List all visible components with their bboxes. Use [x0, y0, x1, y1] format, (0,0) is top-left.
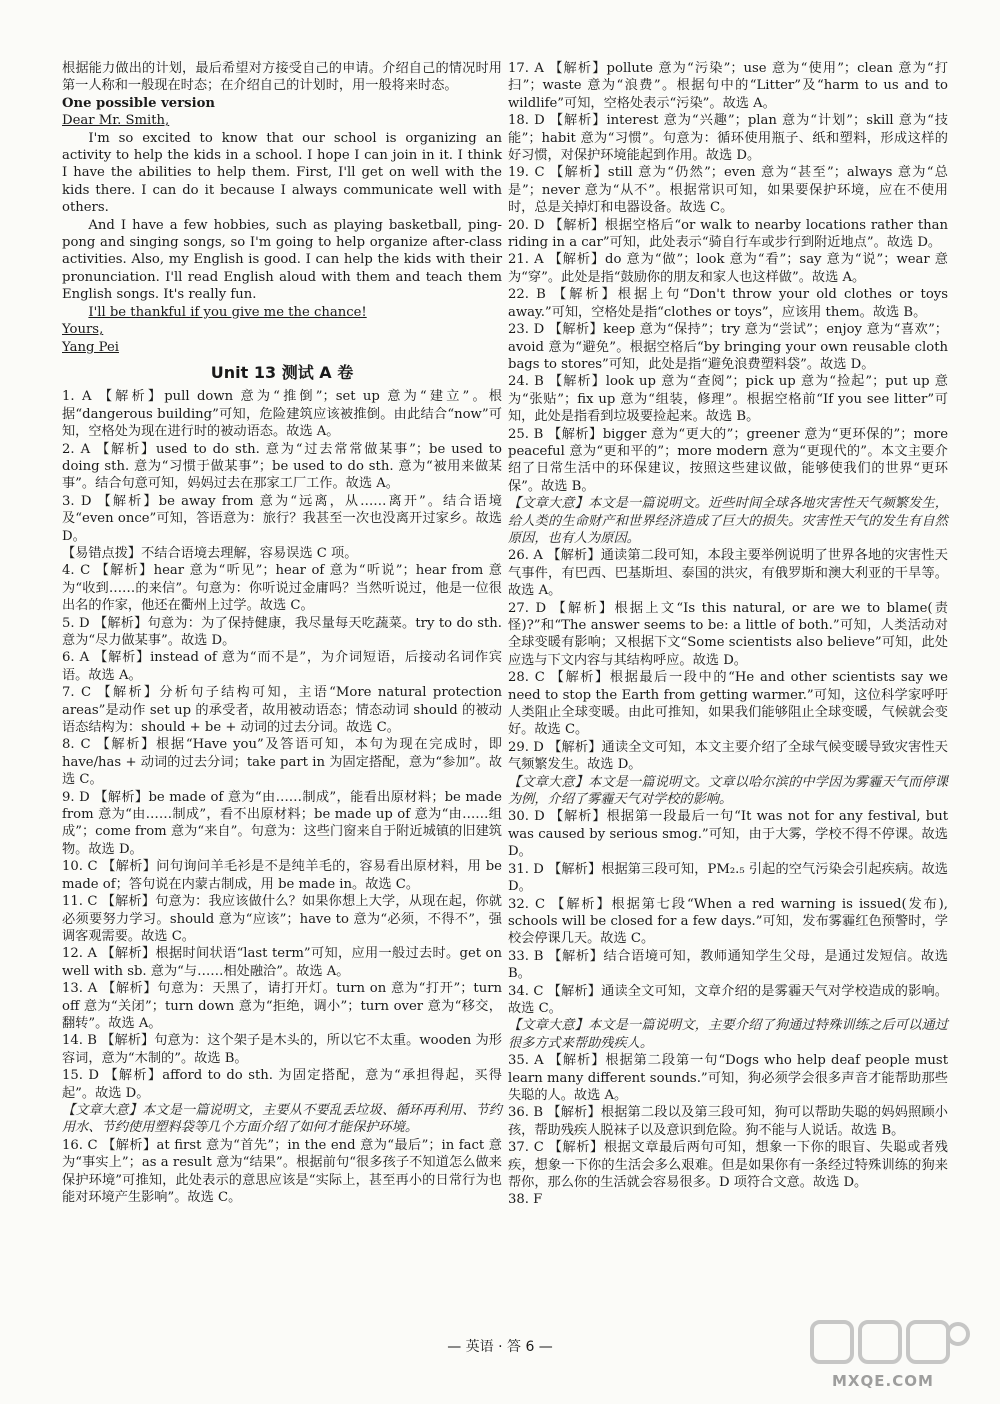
watermark-text: MXQE.COM: [832, 1372, 934, 1390]
answer-item: 31. D 【解析】根据第三段可知，PM₂.₅ 引起的空气污染会引起疾病。故选 D。: [508, 861, 948, 895]
intro-paragraph: 根据能力做出的计划，最后希望对方接受自己的申请。介绍自己的情况时用第一人称和一般现在时态；在介绍自己的计划时，用一般将来时态。: [62, 61, 502, 94]
answer-item: 23. D 【解析】keep 意为“保持”；try 意为“尝试”；enjoy 意为“喜欢”；avoid 意为“避免”。根据空格后“by bringing your own reusable cloth bags to stores”可知，此处是指“避免浪费塑料袋”。故选 D。: [508, 322, 948, 372]
answer-item: 33. B 【解析】结合语境可知，教师通知学生父母，是通过发短信。故选 B。: [508, 948, 948, 982]
answer-item: 13. A 【解析】句意为：天黑了，请打开灯。turn on 意为“打开”；turn off 意为“关闭”；turn down 意为“拒绝，调小”；turn over 意为“移交，翻转”。故选 A。: [62, 981, 502, 1031]
answer-item: 2. A 【解析】used to do sth. 意为“过去常常做某事”；be used to doing sth. 意为“习惯于做某事”；be used to do sth. 意为“被用来做某事”。结合句意可知，妈妈过去在那家工厂工作。故选 A。: [62, 441, 502, 492]
answer-item: 18. D 【解析】interest 意为“兴趣”；plan 意为“计划”；skill 意为“技能”；habit 意为“习惯”。句意为：循环使用瓶子、纸和塑料，形成这样的好习惯，对保护环境能起到作用。故选 D。: [508, 113, 948, 164]
article-summary: 【文章大意】本文是一篇说明文。文章以哈尔滨的中学因为雾霾天气而停课为例，介绍了雾霾天气对学校的影响。: [508, 774, 948, 808]
article-summary: 【文章大意】本文是一篇说明文，主要介绍了狗通过特殊训练之后可以通过很多方式来帮助残疾人。: [508, 1018, 948, 1051]
letter-paragraph-2: And I have a few hobbies, such as playing basketball, ping-pong and singing songs, so I'm going to help organize after-class activities. Also, my English is good. I can help the kids with their pronunciation. I'll read English aloud with them and teach them English songs. It's really fun.: [62, 217, 502, 303]
answer-item: 8. C 【解析】根据“Have you”及答语可知，本句为现在完成时，即 have/has + 动词的过去分词；take part in 为固定搭配，意为“参加”。故选 C。: [62, 737, 502, 788]
answer-item: 29. D 【解析】通读全文可知，本文主要介绍了全球气候变暖导致灾害性天气频繁发生。故选 D。: [508, 739, 948, 773]
answer-item: 7. C 【解析】分析句子结构可知，主语“More natural protection areas”是动作 set up 的承受者，故用被动语态；情态动词 should 的被动语态结构为：should + be + 动词的过去分词。故选 C。: [62, 685, 502, 736]
answer-item: 11. C 【解析】句意为：我应该做什么？如果你想上大学，从现在起，你就必须要努力学习。should 意为“应该”；have to 意为“必须，不得不”，强调客观需要。故选 C。: [62, 894, 502, 944]
answer-item: 14. B 【解析】句意为：这个架子是木头的，所以它不太重。wooden 为形容词，意为“木制的”。故选 B。: [62, 1033, 502, 1066]
answer-item: 10. C 【解析】问句询问羊毛衫是不是纯羊毛的，容易看出原材料，用 be made of；答句说在内蒙古制成，用 be made in。故选 C。: [62, 859, 502, 892]
letter-closing-line: I'll be thankful if you give me the chance!: [88, 304, 367, 320]
answer-item: 38. F: [508, 1192, 543, 1208]
answer-item: 【易错点拨】不结合语境去理解，容易误选 C 项。: [62, 545, 358, 561]
answer-item: 17. A 【解析】pollute 意为“污染”；use 意为“使用”；clean 意为“打扫”；waste 意为“浪费”。根据句中的“Litter”及“harm to us and to wildlife”可知，空格处表示“污染”。故选 A。: [508, 61, 948, 111]
letter-salutation: Dear Mr. Smith,: [62, 113, 170, 129]
answer-item: 25. B 【解析】bigger 意为“更大的”；greener 意为“更环保的”；more peaceful 意为“更和平的”；more modern 意为“更现代的”。本文主要介绍了日常生活中的环保建议，按照这些建议做，能够使我们的世界“更环保”。故选 B。: [508, 426, 948, 494]
answer-item: 9. D 【解析】be made of 意为“由……制成”，能看出原材料；be made from 意为“由……制成”，看不出原材料；be made up of 意为“由……组成”；come from 意为“来自”。句意为：这些门窗来自于附近城镇的旧建筑物。故选 D。: [62, 789, 502, 857]
answer-item: 27. D 【解析】根据上文“Is this natural, or are we to blame(责怪)?”和“The answer seems to be: a little of both.”可知，人类活动对全球变暖有影响；又根据下文“Some scientists also believe”可知，此处应选与下文内容与其结构呼应。故选 D。: [508, 600, 948, 668]
answer-list-left: [62, 388, 502, 1206]
answer-item: 12. A 【解析】根据时间状语“last term”可知，应用一般过去时。get on well with sb. 意为“与……相处融洽”。故选 A。: [62, 946, 502, 979]
answer-item: 6. A 【解析】instead of 意为“而不是”，为介词短语，后接动名词作宾语。故选 A。: [62, 650, 502, 683]
answer-item: 21. A 【解析】do 意为“做”；look 意为“看”；say 意为“说”；wear 意为“穿”。此处是指“鼓励你的朋友和家人也这样做”。故选 A。: [508, 252, 948, 285]
answer-item: 36. B 【解析】根据第二段以及第三段可知，狗可以帮助失聪的妈妈照顾小孩，帮助残疾人脱袜子以及意识到危险。狗不能与人说话。故选 B。: [508, 1105, 948, 1138]
answer-item: 15. D 【解析】afford to do sth. 为固定搭配，意为“承担得起，买得起”。故选 D。: [62, 1068, 502, 1101]
answer-item: 32. C 【解析】根据第七段“When a red warning is issued(发布), schools will be closed for a few days.”可知，发布雾霾红色预警时，学校会停课几天。故选 C。: [508, 896, 948, 947]
answer-item: 1. A 【解析】pull down 意为“推倒”；set up 意为“建立”。根据“dangerous building”可知，危险建筑应该被推倒。由此结合“now”可知，空格处为现在进行时的被动语态。故选 A。: [62, 389, 502, 440]
answer-item: 35. A 【解析】根据第二段第一句“Dogs who help deaf people must learn many different sounds.”可知，狗必须学会很多声音才能帮助那些失聪的人。故选 A。: [508, 1053, 948, 1103]
answer-item: 34. C 【解析】通读全文可知，文章介绍的是雾霾天气对学校造成的影响。故选 C。: [508, 983, 948, 1016]
answer-item: 30. D 【解析】根据第一段最后一句“It was not for any festival, but was caused by serious smog.”可知，由于大雾，学校不得不停课。故选 D。: [508, 809, 948, 860]
answer-item: 28. C 【解析】根据最后一段中的“He and other scientists say we need to stop the Earth from getting warmer.”可知，这位科学家呼吁人类阻止全球变暖。由此可推知，如果我们能够阻止全球变暖，气候就会变好。故选 C。: [508, 670, 948, 738]
answer-item: 3. D 【解析】be away from 意为“远离，从……离开”。结合语境及“even once”可知，答语意为：旅行？我甚至一次也没离开过家乡。故选 D。: [62, 493, 502, 544]
page-footer: — 英语 · 答 6 —: [447, 1339, 553, 1355]
answer-item: 22. B 【解析】根据上句“Don't throw your old clothes or toys away.”可知，空格处是指“clothes or toys”，应该用 them。故选 B。: [508, 287, 948, 320]
right-column: [508, 60, 948, 1209]
article-summary: 【文章大意】本文是一篇说明文。近些时间全球各地灾害性天气频繁发生，给人类的生命财产和世界经济造成了巨大的损失。灾害性天气的发生有自然原因，也有人为原因。: [508, 496, 948, 546]
letter-signature: Yang Pei: [62, 339, 119, 355]
answer-list-right: [508, 60, 948, 1209]
left-column: [62, 60, 502, 1206]
unit-heading: Unit 13 测试 A 卷: [210, 362, 354, 382]
answer-item: 37. C 【解析】根据文章最后两句可知，想象一下你的眼盲、失聪或者残疾，想象一下你的生活会多么艰难。但是如果你有一条经过特殊训练的狗来帮你，那么你的生活就会容易很多。D 项符合文意。故选 D。: [508, 1140, 948, 1190]
letter-sign-off: Yours,: [62, 322, 104, 338]
answer-item: 24. B 【解析】look up 意为“查阅”；pick up 意为“捡起”；put up 意为“张贴”；fix up 意为“组装，修理”。根据空格前“If you see litter”可知，此处是指看到垃圾要捡起来。故选 B。: [508, 374, 948, 425]
answer-item: 16. C 【解析】at first 意为“首先”；in the end 意为“最后”；in fact 意为“事实上”；as a result 意为“结果”。根据前句“很多孩子不知道怎么做来保护环境”可推知，此处表示的意思应该是“实际上，甚至再小的日常行为也能对环境产生影响”。故选 C。: [62, 1137, 502, 1205]
answer-item: 20. D 【解析】根据空格后“or walk to nearby locations rather than riding in a car”可知，此处表示“骑自行车或步行到附近地点”。故选 D。: [508, 217, 948, 251]
article-summary: 【文章大意】本文是一篇说明文，主要从不要乱丢垃圾、循环再利用、节约用水、节约使用塑料袋等几个方面介绍了如何才能保护环境。: [62, 1102, 502, 1136]
answer-item: 5. D 【解析】句意为：为了保持健康，我尽量每天吃蔬菜。try to do sth. 意为“尽力做某事”。故选 D。: [62, 615, 502, 648]
answer-item: 19. C 【解析】still 意为“仍然”；even 意为“甚至”；always 意为“总是”；never 意为“从不”。根据常识可知，如果要保护环境，应在不使用时，总是关掉灯和电器设备。故选 C。: [508, 165, 948, 216]
version-label: One possible version: [62, 95, 215, 111]
answer-item: 26. A 【解析】通读第二段可知，本段主要举例说明了世界各地的灾害性天气事件，有巴西、巴基斯坦、泰国的洪灾，有俄罗斯和澳大利亚的干旱等。故选 A。: [508, 548, 948, 599]
letter-paragraph-1: I'm so excited to know that our school is organizing an activity to help the kids in a school. I hope I can join in it. I think I have the abilities to help them. First, I'll get on well with the kids there. I can do it because I always communicate well with others.: [62, 130, 502, 216]
answer-item: 4. C 【解析】hear 意为“听见”；hear of 意为“听说”；hear from 意为“收到……的来信”。句意为：你听说过金庸吗？当然听说过，他是一位很出名的作家，他还在衢州上过学。故选 C。: [62, 563, 502, 614]
